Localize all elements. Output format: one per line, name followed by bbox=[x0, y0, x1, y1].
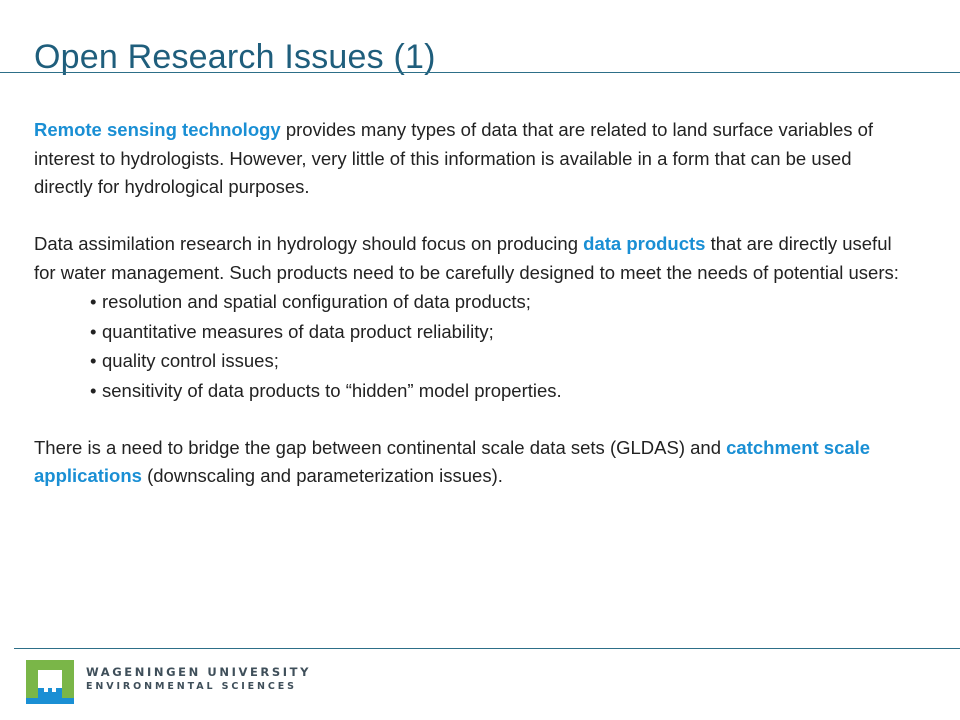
paragraph-text: that are directly useful for water management. Such products need to be carefully designed to meet the needs of potential users: bbox=[34, 233, 899, 283]
bullet-icon: • bbox=[90, 379, 97, 401]
logo-line-department: ENVIRONMENTAL SCIENCES bbox=[86, 681, 297, 692]
footer-divider bbox=[14, 648, 960, 649]
bullet-icon: • bbox=[90, 291, 97, 312]
paragraph-text: (downscaling and parameterization issues). bbox=[141, 465, 503, 486]
list-item-text: resolution and spatial configuration of data products; bbox=[102, 291, 531, 312]
slide-title: Open Research Issues (1) bbox=[34, 38, 436, 76]
wageningen-logo-icon bbox=[24, 658, 76, 706]
highlight-remote-sensing: Remote sensing technology bbox=[34, 119, 281, 140]
requirements-list bbox=[34, 287, 914, 405]
highlight-catchment-scale: catchment scale applications bbox=[34, 436, 871, 486]
paragraph-text: Data assimilation research in hydrology should focus on producing bbox=[34, 233, 584, 254]
bullet-icon: • bbox=[90, 320, 97, 342]
list-item bbox=[90, 346, 914, 376]
logo-wordmark bbox=[86, 664, 311, 694]
logo-line-university: WAGENINGEN UNIVERSITY bbox=[86, 665, 311, 679]
list-item bbox=[90, 376, 914, 406]
highlight-data-products: data products bbox=[583, 233, 706, 254]
list-item bbox=[90, 287, 914, 317]
paragraph-spacer bbox=[34, 405, 914, 434]
paragraph-data-assimilation bbox=[34, 230, 914, 287]
list-item-text: quantitative measures of data product reliability; bbox=[102, 320, 494, 342]
paragraph-gap-bridging bbox=[34, 434, 914, 491]
paragraph-text: provides many types of data that are related to land surface variables of interest to hydrologists. However, very little of this information is available in a form that can be used directly for hydrological purposes. bbox=[34, 119, 874, 197]
list-item-text: quality control issues; bbox=[102, 350, 279, 371]
paragraph-spacer bbox=[34, 202, 914, 231]
paragraph-text: There is a need to bridge the gap between continental scale data sets (GLDAS) and bbox=[34, 436, 727, 458]
list-item-text: sensitivity of data products to “hidden” model properties. bbox=[102, 379, 562, 401]
university-logo bbox=[20, 656, 340, 708]
title-divider bbox=[0, 72, 960, 73]
bullet-icon: • bbox=[90, 350, 97, 371]
list-item bbox=[90, 317, 914, 347]
paragraph-remote-sensing bbox=[34, 116, 914, 202]
slide-content bbox=[34, 116, 914, 491]
